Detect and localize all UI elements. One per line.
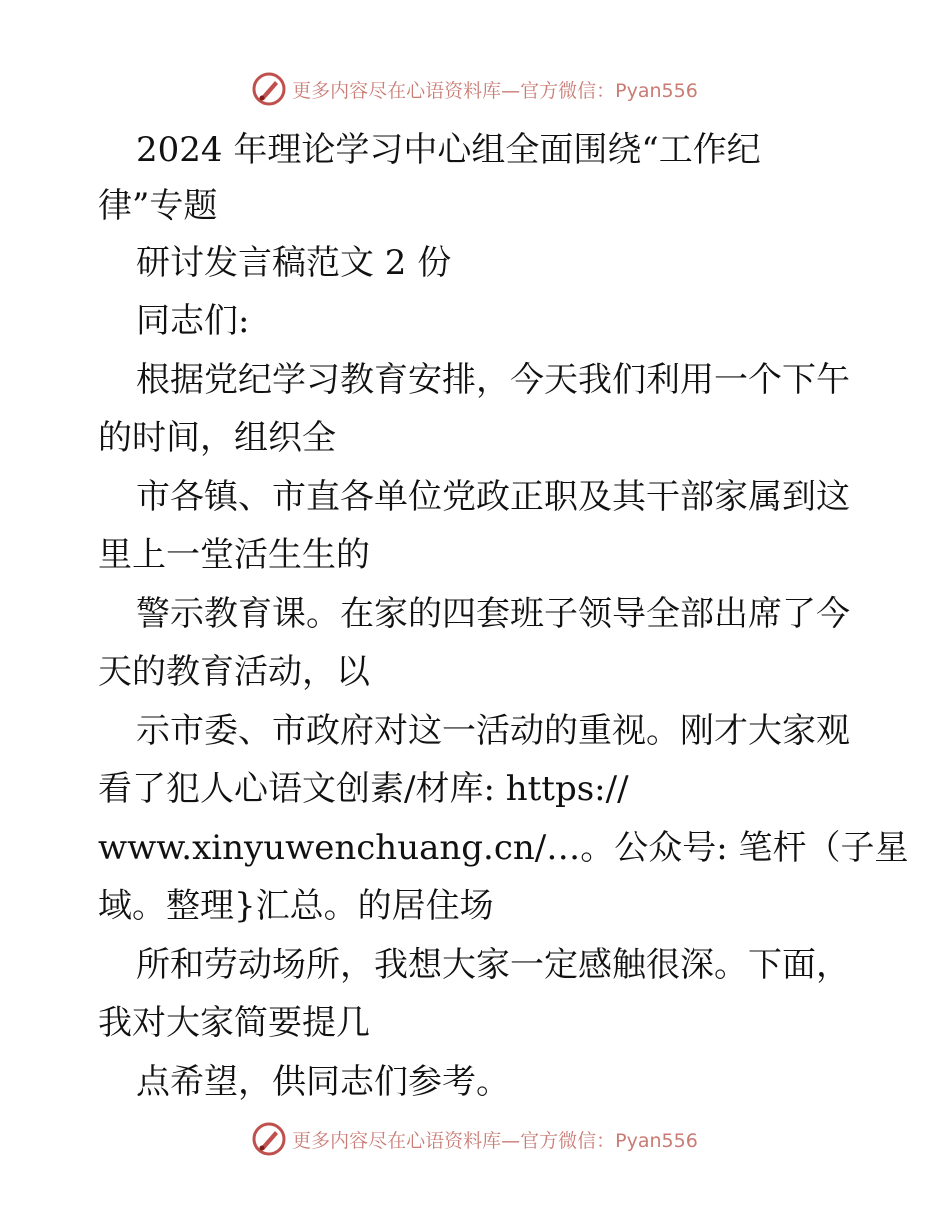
salutation: 同志们: [136, 301, 250, 341]
pen-logo-icon [252, 72, 286, 106]
body-line: 示市委、市政府对这一活动的重视。刚才大家观 [136, 711, 850, 751]
body-line: 所和劳动场所，我想大家一定感触很深。下面， [136, 945, 850, 985]
title-line-1: 2024 年理论学习中心组全面围绕“工作纪 [136, 130, 761, 170]
body-line: 点希望，供同志们参考。 [136, 1062, 510, 1102]
body-line: 域。整理}汇总。的居住场 [98, 886, 494, 926]
body-line: www.xinyuwenchuang.cn/…。公众号: 笔杆（子星 [98, 828, 909, 868]
body-line: 的时间，组织全 [98, 418, 336, 458]
body-line: 看了犯人心语文创素/材库: https:// [98, 769, 629, 809]
body-line: 我对大家简要提几 [98, 1003, 370, 1043]
pen-logo-icon [252, 1122, 286, 1156]
body-line: 天的教育活动，以 [98, 652, 370, 692]
body-line: 警示教育课。在家的四套班子领导全部出席了今 [136, 594, 850, 634]
body-line: 根据党纪学习教育安排，今天我们利用一个下午 [136, 360, 850, 400]
header-watermark [0, 72, 950, 106]
watermark-text: 更多内容尽在心语资料库—官方微信：Pyan556 [292, 79, 698, 102]
watermark-text: 更多内容尽在心语资料库—官方微信：Pyan556 [292, 1129, 698, 1152]
body-line: 里上一堂活生生的 [98, 535, 370, 575]
footer-watermark [0, 1122, 950, 1156]
title-line-2: 律”专题 [98, 186, 218, 226]
subtitle-line: 研讨发言稿范文 2 份 [136, 243, 452, 283]
body-line: 市各镇、市直各单位党政正职及其干部家属到这 [136, 477, 850, 517]
